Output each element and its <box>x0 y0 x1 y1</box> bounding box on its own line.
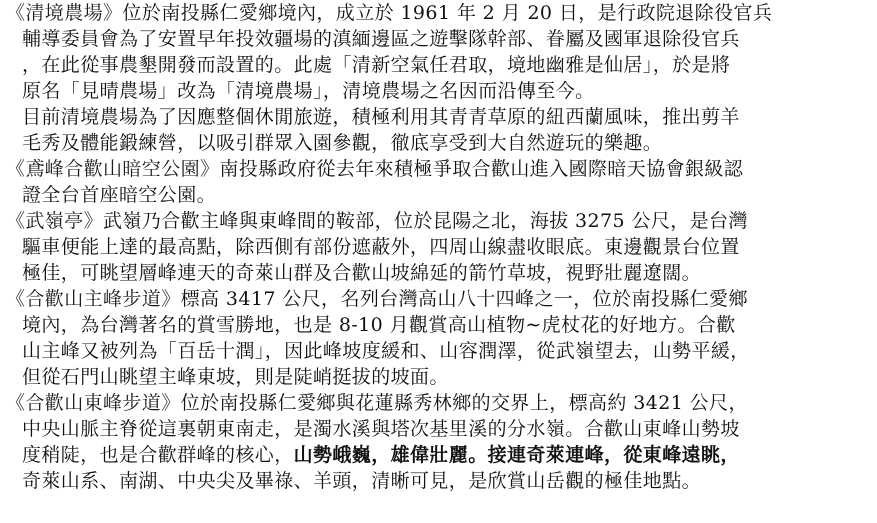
section-title: 《合歡山主峰步道》 <box>6 288 181 310</box>
text-line: 驅車便能上達的最高點，除西側有部份遮蔽外，四周山線盡收眼底。東邊觀景台位置 <box>22 236 740 258</box>
paragraph-east-peak-trail <box>0 390 877 494</box>
paragraph-wuling-pavilion <box>0 208 877 286</box>
text-line: 目前清境農場為了因應整個休閒旅遊，積極利用其青青草原的紐西蘭風味，推出剪羊 <box>22 106 740 128</box>
section-title: 《武嶺亭》 <box>6 210 104 232</box>
text-line <box>0 442 877 468</box>
text-line: 奇萊山系、南湖、中央尖及畢祿、羊頭，清晰可見，是欣賞山岳觀的極佳地點。 <box>22 470 702 492</box>
emphasized-text: 山勢峨巍，雄偉壯麗。接連奇萊連峰，從東峰遠眺， <box>293 444 740 466</box>
text-line: ，在此從事農墾開發而設置的。此處「清新空氣任君取，境地幽雅是仙居」，於是將 <box>22 54 731 76</box>
paragraph-qingjing-farm <box>0 0 877 156</box>
line-text: 南投縣政府從去年來積極爭取合歡山進入國際暗天協會銀級認 <box>219 158 744 180</box>
text-line: 毛秀及體能鍛練營，以吸引群眾入園參觀，徹底享受到大自然遊玩的樂趣。 <box>22 132 663 154</box>
line-text: 度稍陡，也是合歡群峰的核心， <box>22 444 294 466</box>
section-title: 《鳶峰合歡山暗空公園》 <box>6 158 220 180</box>
text-line: 原名「見晴農場」改為「清境農場」，清境農場之名因而沿傳至今。 <box>22 80 595 102</box>
line-text: 武嶺乃合歡主峰與東峰間的鞍部，位於昆陽之北，海拔 3275 公尺，是台灣 <box>103 210 748 232</box>
text-line: 證全台首座暗空公園。 <box>22 184 217 206</box>
text-line: 境內，為台灣著名的賞雪勝地，也是 8-10 月觀賞高山植物∼虎杖花的好地方。合歡 <box>22 314 736 336</box>
text-line: 中央山脈主脊從這裏朝東南走，是濁水溪與塔次基里溪的分水嶺。合歡山東峰山勢坡 <box>22 418 740 440</box>
paragraph-main-peak-trail <box>0 286 877 390</box>
line-text: 位於南投縣仁愛鄉境內，成立於 1961 年 2 月 20 日，是行政院退除役官兵 <box>122 2 773 24</box>
line-text: 標高 3417 公尺，名列台灣高山八十四峰之一，位於南投縣仁愛鄉 <box>180 288 748 310</box>
text-line: 山主峰又被列為「百岳十潤」，因此峰坡度緩和、山容潤澤，從武嶺望去，山勢平緩， <box>22 340 750 362</box>
section-title: 《清境農場》 <box>6 2 123 24</box>
text-line: 但從石門山眺望主峰東坡，則是陡峭挺拔的坡面。 <box>22 366 449 388</box>
text-line <box>0 156 877 182</box>
text-line: 極佳，可眺望層峰連天的奇萊山群及合歡山坡綿延的箭竹草坡，視野壯麗遼闊。 <box>22 262 702 284</box>
text-line <box>0 390 877 416</box>
paragraph-dark-sky-park <box>0 156 877 208</box>
text-line <box>0 0 877 26</box>
text-line: 輔導委員會為了安置早年投效疆場的滇緬邊區之遊擊隊幹部、眷屬及國軍退除役官兵 <box>22 28 740 50</box>
text-line <box>0 208 877 234</box>
line-text: 位於南投縣仁愛鄉與花蓮縣秀林鄉的交界上，標高約 3421 公尺， <box>180 392 748 414</box>
text-line <box>0 286 877 312</box>
section-title: 《合歡山東峰步道》 <box>6 392 181 414</box>
